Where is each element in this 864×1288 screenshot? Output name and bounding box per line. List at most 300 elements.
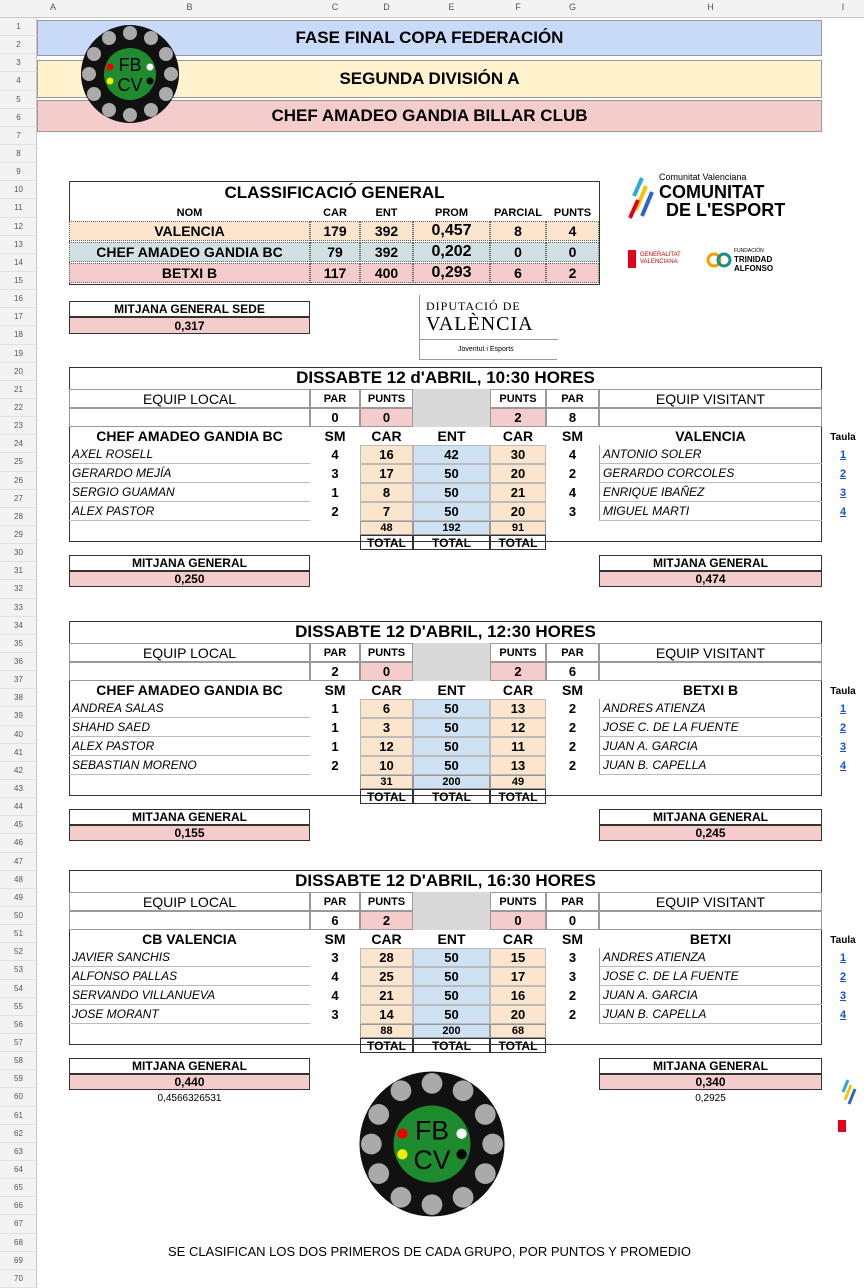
ent-value: 50	[413, 737, 490, 756]
row-number[interactable]: 58	[0, 1052, 37, 1070]
visit-car: 20	[490, 1005, 546, 1024]
visit-player-name: GERARDO CORCOLES	[599, 464, 822, 483]
taula-label: Taula	[830, 934, 856, 946]
car-label: CAR	[502, 428, 534, 444]
visit-player-name: JUAN B. CAPELLA	[599, 756, 822, 775]
visit-mitjana-value: 0,245	[599, 825, 822, 841]
local-player-name: SERGIO GUAMAN	[69, 483, 310, 502]
ent-value: 50	[413, 756, 490, 775]
row-number[interactable]: 12	[0, 218, 37, 236]
class-header-nom: NOM	[176, 206, 203, 219]
local-sm: 2	[331, 504, 339, 519]
local-mitjana-label: MITJANA GENERAL	[69, 555, 310, 571]
local-player-name: JOSE MORANT	[69, 1005, 310, 1024]
row-number[interactable]: 39	[0, 707, 37, 725]
row-number[interactable]: 10	[0, 181, 37, 199]
local-player-name: SHAHD SAED	[69, 718, 310, 737]
taula-link[interactable]: 3	[839, 740, 847, 753]
par-label: PAR	[310, 389, 360, 408]
row-header-bar	[0, 18, 37, 1288]
row-number[interactable]: 28	[0, 508, 37, 526]
row-number[interactable]: 4	[0, 72, 37, 90]
visit-par-value: 6	[546, 662, 599, 681]
fundacion-text-1: TRINIDAD	[734, 255, 773, 264]
gva-flag-icon	[628, 250, 636, 268]
row-number[interactable]: 40	[0, 726, 37, 744]
ent-value: 50	[413, 1005, 490, 1024]
sede-label: MITJANA GENERAL SEDE	[69, 301, 310, 317]
visit-car: 13	[490, 699, 546, 718]
logo-cv-text-bottom: CV	[413, 1145, 451, 1176]
esport-stripes-icon	[626, 176, 656, 220]
visit-car: 13	[490, 756, 546, 775]
row-number[interactable]: 46	[0, 834, 37, 852]
visit-sm: 4	[568, 485, 577, 500]
local-par-value: 2	[310, 662, 360, 681]
row-number[interactable]: 17	[0, 308, 37, 326]
row-number[interactable]: 14	[0, 254, 37, 272]
visit-player-name: JOSE C. DE LA FUENTE	[599, 718, 822, 737]
fbcv-logo-bottom	[358, 1070, 506, 1218]
local-sm: 3	[331, 466, 339, 481]
taula-link[interactable]: 1	[839, 448, 847, 461]
ent-label: ENT	[437, 931, 466, 947]
title-band-1: FASE FINAL COPA FEDERACIÓN	[37, 20, 822, 56]
column-c[interactable]: C	[331, 2, 339, 12]
total-label: TOTAL	[360, 1038, 413, 1053]
class-cell: 8	[490, 221, 546, 241]
local-player-name: ALFONSO PALLAS	[69, 967, 310, 986]
local-car: 12	[360, 737, 413, 756]
row-number[interactable]: 70	[0, 1270, 37, 1288]
total-label: TOTAL	[413, 1038, 490, 1053]
row-number[interactable]: 38	[0, 689, 37, 707]
row-number[interactable]: 67	[0, 1215, 37, 1233]
row-number[interactable]: 22	[0, 399, 37, 417]
row-number[interactable]: 60	[0, 1088, 37, 1106]
row-number[interactable]: 59	[0, 1070, 37, 1088]
visit-player-name: ANDRES ATIENZA	[599, 699, 822, 718]
local-sm: 1	[331, 485, 339, 500]
class-cell: 6	[490, 263, 546, 283]
column-d[interactable]: D	[383, 2, 390, 12]
title-band-3: CHEF AMADEO GANDIA BILLAR CLUB	[37, 100, 822, 132]
local-car: 8	[360, 483, 413, 502]
row-number[interactable]: 51	[0, 925, 37, 943]
visit-par-value: 0	[546, 911, 599, 930]
total-visit-car: 49	[490, 775, 546, 789]
par-label: PAR	[310, 643, 360, 662]
local-sm: 4	[331, 969, 339, 984]
punts-label: PUNTS	[360, 643, 413, 662]
visit-sm: 2	[568, 739, 577, 754]
sm-label: SM	[562, 931, 583, 947]
local-car: 17	[360, 464, 413, 483]
local-sm: 1	[331, 701, 339, 716]
total-label: TOTAL	[490, 789, 546, 804]
visit-player-name: MIGUEL MARTI	[599, 502, 822, 521]
row-number[interactable]: 8	[0, 145, 37, 163]
visit-player-name: ANTONIO SOLER	[599, 445, 822, 464]
row-number[interactable]: 21	[0, 381, 37, 399]
empty-cell	[69, 911, 310, 930]
row-number[interactable]: 19	[0, 345, 37, 363]
class-cell: 0,202	[413, 242, 490, 262]
local-player-name: SERVANDO VILLANUEVA	[69, 986, 310, 1005]
local-mitjana-label: MITJANA GENERAL	[69, 809, 310, 825]
title-band-2: SEGUNDA DIVISIÓN A	[37, 60, 822, 98]
class-cell: 79	[310, 242, 360, 262]
visit-sm: 2	[568, 720, 577, 735]
visit-sm: 2	[568, 1007, 577, 1022]
taula-link[interactable]: 2	[839, 467, 847, 480]
match-title: DISSABTE 12 D'ABRIL, 16:30 HORES	[295, 871, 596, 890]
class-cell: 392	[360, 221, 413, 241]
class-header-punts: PUNTS	[553, 206, 592, 219]
local-player-name: ALEX PASTOR	[69, 502, 310, 521]
logo-fb-text: FB	[118, 55, 142, 75]
par-label: PAR	[546, 643, 599, 662]
row-number[interactable]: 20	[0, 363, 37, 381]
row-number[interactable]: 62	[0, 1125, 37, 1143]
gva-flag-icon-small	[838, 1120, 846, 1132]
row-number[interactable]: 53	[0, 961, 37, 979]
row-number[interactable]: 7	[0, 127, 37, 145]
local-punts-value: 0	[360, 408, 413, 427]
visit-team-name: BETXI B	[682, 682, 739, 698]
taula-link[interactable]: 3	[839, 486, 847, 499]
car-label: CAR	[502, 931, 534, 947]
diputacio-divider	[420, 339, 558, 340]
row-number[interactable]: 41	[0, 744, 37, 762]
visit-player-name: JUAN B. CAPELLA	[599, 1005, 822, 1024]
row-number[interactable]: 55	[0, 998, 37, 1016]
total-label: TOTAL	[360, 535, 413, 550]
local-car: 16	[360, 445, 413, 464]
class-cell: 179	[310, 221, 360, 241]
grey-block	[413, 643, 490, 681]
local-par-value: 0	[310, 408, 360, 427]
ent-label: ENT	[437, 428, 466, 444]
class-header-car: CAR	[323, 206, 347, 219]
local-car: 25	[360, 967, 413, 986]
row-number[interactable]: 45	[0, 816, 37, 834]
ent-value: 50	[413, 483, 490, 502]
class-cell: 117	[310, 263, 360, 283]
row-number[interactable]: 26	[0, 472, 37, 490]
car-label: CAR	[371, 428, 402, 444]
fbcv-logo-top	[80, 24, 180, 124]
taula-label: Taula	[830, 431, 856, 443]
row-number[interactable]: 27	[0, 490, 37, 508]
local-raw-avg: 0,4566326531	[157, 1092, 222, 1104]
visit-sm: 2	[568, 466, 577, 481]
car-label: CAR	[371, 931, 402, 947]
ent-label: ENT	[437, 682, 466, 698]
row-number[interactable]: 35	[0, 635, 37, 653]
column-g[interactable]: G	[568, 2, 576, 12]
visit-player-name: JUAN A. GARCIA	[599, 737, 822, 756]
punts-label: PUNTS	[490, 389, 546, 408]
match-title: DISSABTE 12 D'ABRIL, 12:30 HORES	[295, 622, 596, 641]
row-number[interactable]: 68	[0, 1234, 37, 1252]
visit-sm: 2	[568, 758, 577, 773]
row-number[interactable]: 44	[0, 798, 37, 816]
row-number[interactable]: 11	[0, 199, 37, 217]
row-number[interactable]: 15	[0, 272, 37, 290]
row-number[interactable]: 32	[0, 580, 37, 598]
ent-value: 50	[413, 718, 490, 737]
row-number[interactable]: 57	[0, 1034, 37, 1052]
row-number[interactable]: 24	[0, 435, 37, 453]
visit-car: 16	[490, 986, 546, 1005]
local-mitjana-value: 0,440	[69, 1074, 310, 1090]
ent-value: 50	[413, 986, 490, 1005]
row-number[interactable]: 61	[0, 1107, 37, 1125]
class-cell: BETXI B	[69, 263, 310, 283]
row-number[interactable]: 3	[0, 54, 37, 72]
ent-value: 50	[413, 948, 490, 967]
diputacio-logo	[419, 295, 557, 360]
row-number[interactable]: 47	[0, 853, 37, 871]
visit-player-name: JUAN A. GARCIA	[599, 986, 822, 1005]
equip-local-label: EQUIP LOCAL	[69, 892, 310, 911]
fundacion-text-2: ALFONSO	[734, 264, 774, 273]
row-number[interactable]: 56	[0, 1016, 37, 1034]
row-number[interactable]: 33	[0, 599, 37, 617]
local-team-name: CB VALENCIA	[142, 931, 237, 947]
sede-value: 0,317	[69, 317, 310, 334]
local-car: 28	[360, 948, 413, 967]
grey-block	[413, 892, 490, 930]
class-cell: 392	[360, 242, 413, 262]
row-number[interactable]: 69	[0, 1252, 37, 1270]
local-sm: 4	[331, 988, 339, 1003]
visit-car: 12	[490, 718, 546, 737]
equip-local-label: EQUIP LOCAL	[69, 389, 310, 408]
car-label: CAR	[371, 682, 402, 698]
classification-title: CLASSIFICACIÓ GENERAL	[224, 183, 445, 202]
class-header-prom: PROM	[435, 206, 468, 219]
cv-big-text-1: COMUNITAT	[659, 182, 765, 202]
visit-mitjana-value: 0,340	[599, 1074, 822, 1090]
equip-visitant-label: EQUIP VISITANT	[599, 643, 822, 662]
visit-car: 20	[490, 464, 546, 483]
local-punts-value: 2	[360, 911, 413, 930]
row-number[interactable]: 23	[0, 417, 37, 435]
row-number[interactable]: 6	[0, 109, 37, 127]
row-number[interactable]: 31	[0, 562, 37, 580]
taula-link[interactable]: 3	[839, 989, 847, 1002]
row-number[interactable]: 2	[0, 36, 37, 54]
ent-value: 50	[413, 699, 490, 718]
cv-big-text-2: DE L'ESPORT	[666, 200, 786, 220]
visit-punts-value: 2	[490, 662, 546, 681]
logo-cv-text: CV	[117, 75, 143, 95]
column-h[interactable]: H	[707, 2, 714, 12]
local-team-name: CHEF AMADEO GANDIA BC	[96, 428, 283, 444]
local-car: 10	[360, 756, 413, 775]
column-i[interactable]: I	[841, 2, 845, 12]
row-number[interactable]: 25	[0, 453, 37, 471]
visit-team-name: BETXI	[689, 931, 732, 947]
esport-stripes-icon-small	[838, 1078, 864, 1108]
fundacion-knot-icon	[706, 252, 732, 268]
total-ent: 192	[413, 521, 490, 535]
local-player-name: ALEX PASTOR	[69, 737, 310, 756]
taula-link[interactable]: 4	[839, 1008, 847, 1021]
cv-small-text: Comunitat Valenciana	[659, 172, 747, 182]
row-number[interactable]: 5	[0, 91, 37, 109]
row-number[interactable]: 52	[0, 943, 37, 961]
visit-sm: 4	[568, 447, 577, 462]
class-cell: 0,457	[413, 221, 490, 241]
local-car: 21	[360, 986, 413, 1005]
row-number[interactable]: 48	[0, 871, 37, 889]
row-number[interactable]: 64	[0, 1161, 37, 1179]
comunitat-esport-logo	[626, 172, 816, 232]
row-number[interactable]: 50	[0, 907, 37, 925]
generalitat-logo	[626, 248, 696, 272]
ent-value: 50	[413, 502, 490, 521]
row-number[interactable]: 1	[0, 18, 37, 36]
column-f[interactable]: F	[515, 2, 521, 12]
fundacion-logo	[706, 246, 786, 274]
empty-cell	[599, 662, 822, 681]
visit-sm: 3	[568, 950, 577, 965]
visit-raw-avg: 0,2925	[695, 1092, 726, 1104]
row-number[interactable]: 63	[0, 1143, 37, 1161]
total-label: TOTAL	[413, 789, 490, 804]
empty-cell	[69, 408, 310, 427]
class-cell: VALENCIA	[69, 221, 310, 241]
row-number[interactable]: 37	[0, 671, 37, 689]
diputacio-text-1: DIPUTACIÓ DE	[426, 299, 521, 313]
taula-link[interactable]: 2	[839, 721, 847, 734]
local-car: 14	[360, 1005, 413, 1024]
footer-note: SE CLASIFICAN LOS DOS PRIMEROS DE CADA GRUPO, POR PUNTOS Y PROMEDIO	[167, 1243, 691, 1259]
local-player-name: JAVIER SANCHIS	[69, 948, 310, 967]
taula-label: Taula	[830, 685, 856, 697]
punts-label: PUNTS	[360, 389, 413, 408]
local-sm: 4	[331, 447, 339, 462]
local-par-value: 6	[310, 911, 360, 930]
ent-value: 50	[413, 464, 490, 483]
local-sm: 1	[331, 720, 339, 735]
class-header-ent: ENT	[375, 206, 398, 219]
column-e[interactable]: E	[448, 2, 455, 12]
equip-visitant-label: EQUIP VISITANT	[599, 892, 822, 911]
empty-cell	[69, 662, 310, 681]
row-number[interactable]: 16	[0, 290, 37, 308]
column-b[interactable]: B	[186, 2, 193, 12]
local-mitjana-value: 0,155	[69, 825, 310, 841]
visit-mitjana-label: MITJANA GENERAL	[599, 555, 822, 571]
taula-link[interactable]: 1	[839, 702, 847, 715]
row-number[interactable]: 18	[0, 326, 37, 344]
visit-punts-value: 0	[490, 911, 546, 930]
class-cell: 0	[546, 242, 599, 262]
taula-link[interactable]: 4	[839, 759, 847, 772]
local-sm: 3	[331, 950, 339, 965]
total-label: TOTAL	[490, 1038, 546, 1053]
class-cell: 400	[360, 263, 413, 283]
match-title: DISSABTE 12 d'ABRIL, 10:30 HORES	[296, 368, 595, 387]
visit-mitjana-label: MITJANA GENERAL	[599, 809, 822, 825]
ent-value: 50	[413, 967, 490, 986]
taula-link[interactable]: 4	[839, 505, 847, 518]
taula-link[interactable]: 1	[839, 951, 847, 964]
row-number[interactable]: 65	[0, 1179, 37, 1197]
total-local-car: 48	[360, 521, 413, 535]
taula-link[interactable]: 2	[839, 970, 847, 983]
row-number[interactable]: 66	[0, 1197, 37, 1215]
local-sm: 1	[331, 739, 339, 754]
logo-fb-text-bottom: FB	[414, 1115, 450, 1146]
local-car: 6	[360, 699, 413, 718]
local-team-name: CHEF AMADEO GANDIA BC	[96, 682, 283, 698]
row-number[interactable]: 13	[0, 236, 37, 254]
sm-label: SM	[562, 428, 583, 444]
total-local-car: 88	[360, 1024, 413, 1038]
local-player-name: AXEL ROSELL	[69, 445, 310, 464]
sm-label: SM	[324, 682, 346, 698]
punts-label: PUNTS	[360, 892, 413, 911]
class-cell: 4	[546, 221, 599, 241]
row-number[interactable]: 30	[0, 544, 37, 562]
row-number[interactable]: 36	[0, 653, 37, 671]
visit-car: 17	[490, 967, 546, 986]
visit-sm: 3	[568, 969, 577, 984]
visit-car: 20	[490, 502, 546, 521]
equip-visitant-label: EQUIP VISITANT	[599, 389, 822, 408]
class-cell: CHEF AMADEO GANDIA BC	[69, 242, 310, 262]
visit-car: 30	[490, 445, 546, 464]
local-player-name: ANDREA SALAS	[69, 699, 310, 718]
row-number[interactable]: 49	[0, 889, 37, 907]
column-header-bar	[0, 0, 864, 18]
visit-mitjana-label: MITJANA GENERAL	[599, 1058, 822, 1074]
class-cell: 2	[546, 263, 599, 283]
row-number[interactable]: 34	[0, 617, 37, 635]
visit-car: 15	[490, 948, 546, 967]
row-number[interactable]: 29	[0, 526, 37, 544]
visit-sm: 3	[568, 504, 577, 519]
row-number[interactable]: 9	[0, 163, 37, 181]
punts-label: PUNTS	[490, 643, 546, 662]
car-label: CAR	[502, 682, 534, 698]
column-a[interactable]: A	[49, 2, 56, 12]
row-number[interactable]: 54	[0, 980, 37, 998]
local-player-name: GERARDO MEJÍA	[69, 464, 310, 483]
local-sm: 3	[331, 1007, 339, 1022]
diputacio-text-2: VALÈNCIA	[426, 313, 534, 335]
local-sm: 2	[331, 758, 339, 773]
total-label: TOTAL	[413, 535, 490, 550]
row-number[interactable]: 42	[0, 762, 37, 780]
par-label: PAR	[546, 892, 599, 911]
row-number[interactable]: 43	[0, 780, 37, 798]
gva-text: GENERALITAT VALENCIANA	[640, 252, 681, 265]
visit-player-name: JOSE C. DE LA FUENTE	[599, 967, 822, 986]
sm-label: SM	[324, 931, 346, 947]
sm-label: SM	[324, 428, 346, 444]
visit-mitjana-value: 0,474	[599, 571, 822, 587]
visit-punts-value: 2	[490, 408, 546, 427]
visit-par-value: 8	[546, 408, 599, 427]
visit-car: 11	[490, 737, 546, 756]
punts-label: PUNTS	[490, 892, 546, 911]
